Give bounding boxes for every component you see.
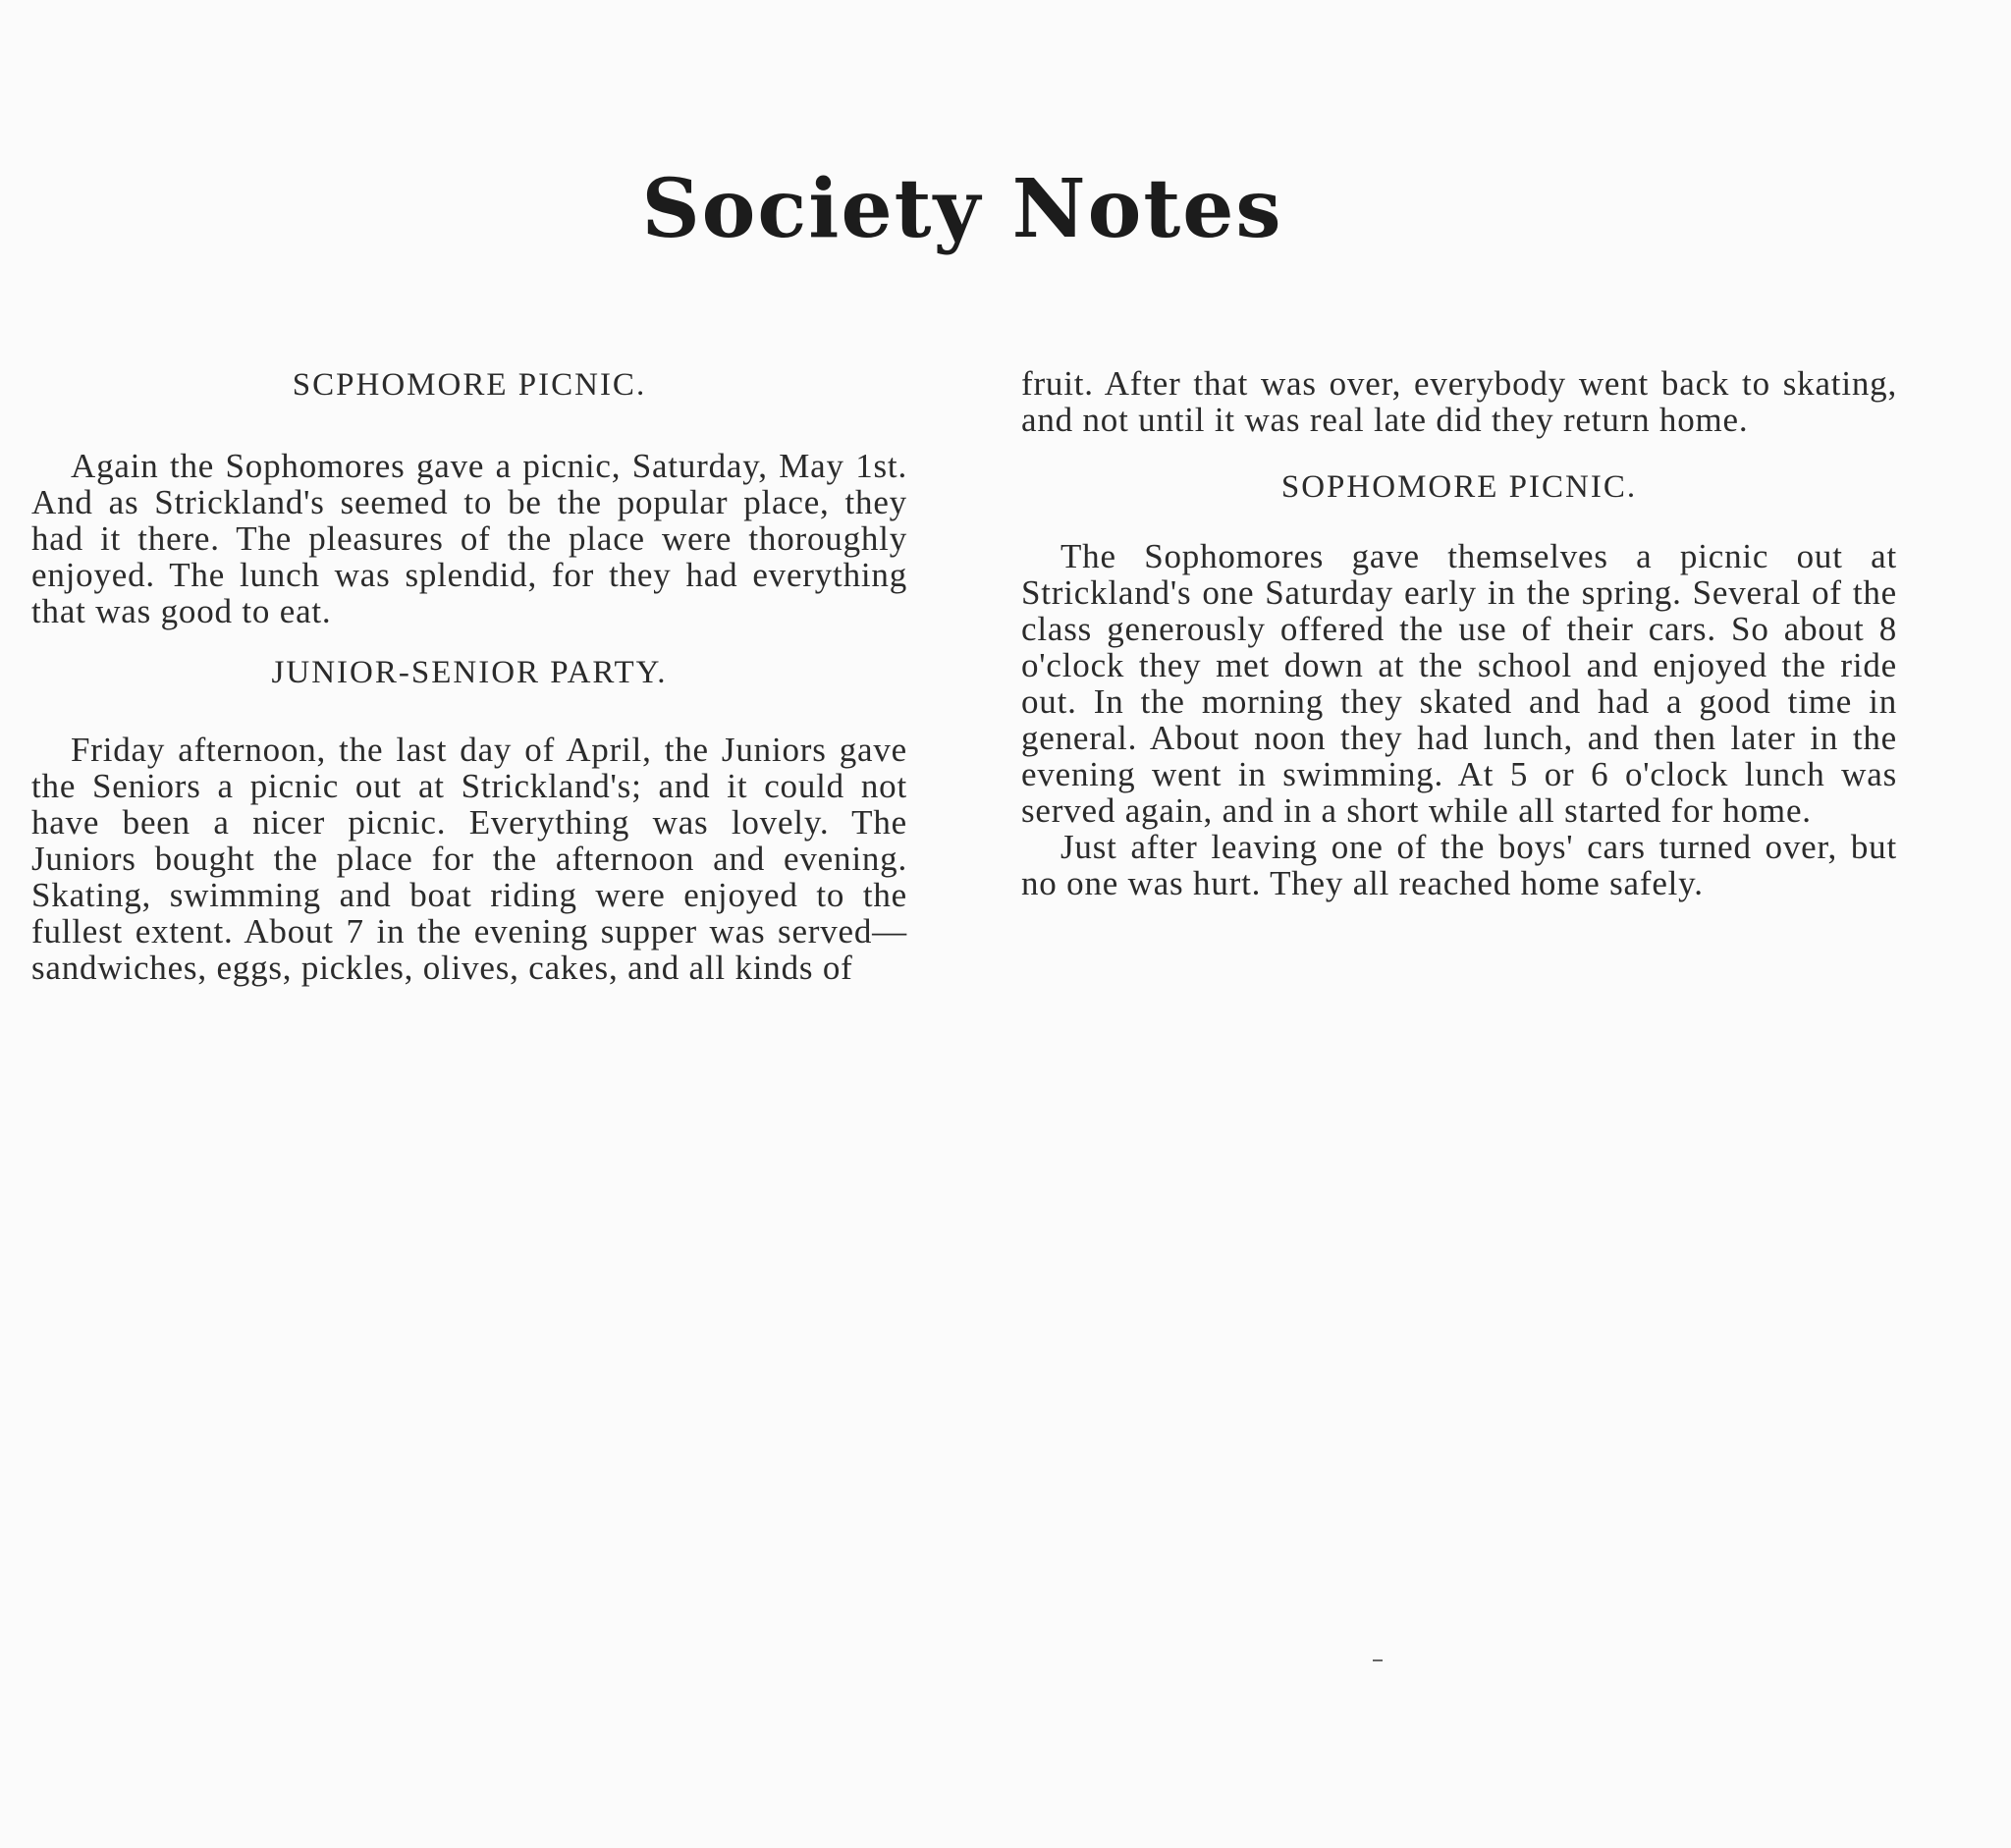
section-body-junior-senior-party: Friday afternoon, the last day of April, the Juniors gave the Seniors a picnic out at Strickland's; and it could not have been a nicer picnic. Everything was lovely. The Juniors bought the place for the afternoon and evening. Skating, swimming and boat riding were enjoyed to the fullest extent. About 7 in the evening supper was served—sandwiches, eggs, pickles, olives, cakes, and all kinds of xyxy=(31,731,907,987)
section-heading-sophomore-picnic-1: SCPHOMORE PICNIC. xyxy=(292,367,647,403)
continued-text: fruit. After that was over, everybody went back to skating, and not until it was real late did they return home. xyxy=(1021,364,1897,439)
paper-speck xyxy=(1373,1659,1383,1661)
page-title: Society Notes xyxy=(641,162,1283,256)
section-heading-junior-senior-party: JUNIOR-SENIOR PARTY. xyxy=(271,655,668,690)
right-column xyxy=(1021,365,1897,901)
section-body-sophomore-picnic-2a: The Sophomores gave themselves a picnic out at Strickland's one Saturday early in the spring. Several of the class generously offered the use of their cars. So about 8 o'clock they met down at the school and enjoyed the ride out. In the morning they skated and had a good time in general. About noon they had lunch, and then later in the evening went in swimming. At 5 or 6 o'clock lunch was served again, and in a short while all started for home. xyxy=(1021,537,1897,830)
section-body-sophomore-picnic-1: Again the Sophomores gave a picnic, Saturday, May 1st. And as Strickland's seemed to be the popular place, they had it there. The pleasures of the place were thoroughly enjoyed. The lunch was splendid, for they had everything that was good to eat. xyxy=(31,447,907,630)
section-heading-sophomore-picnic-2: SOPHOMORE PICNIC. xyxy=(1280,469,1638,505)
section-body-sophomore-picnic-2b: Just after leaving one of the boys' cars turned over, but no one was hurt. They all reached home safely. xyxy=(1021,828,1897,902)
left-column xyxy=(31,365,907,986)
